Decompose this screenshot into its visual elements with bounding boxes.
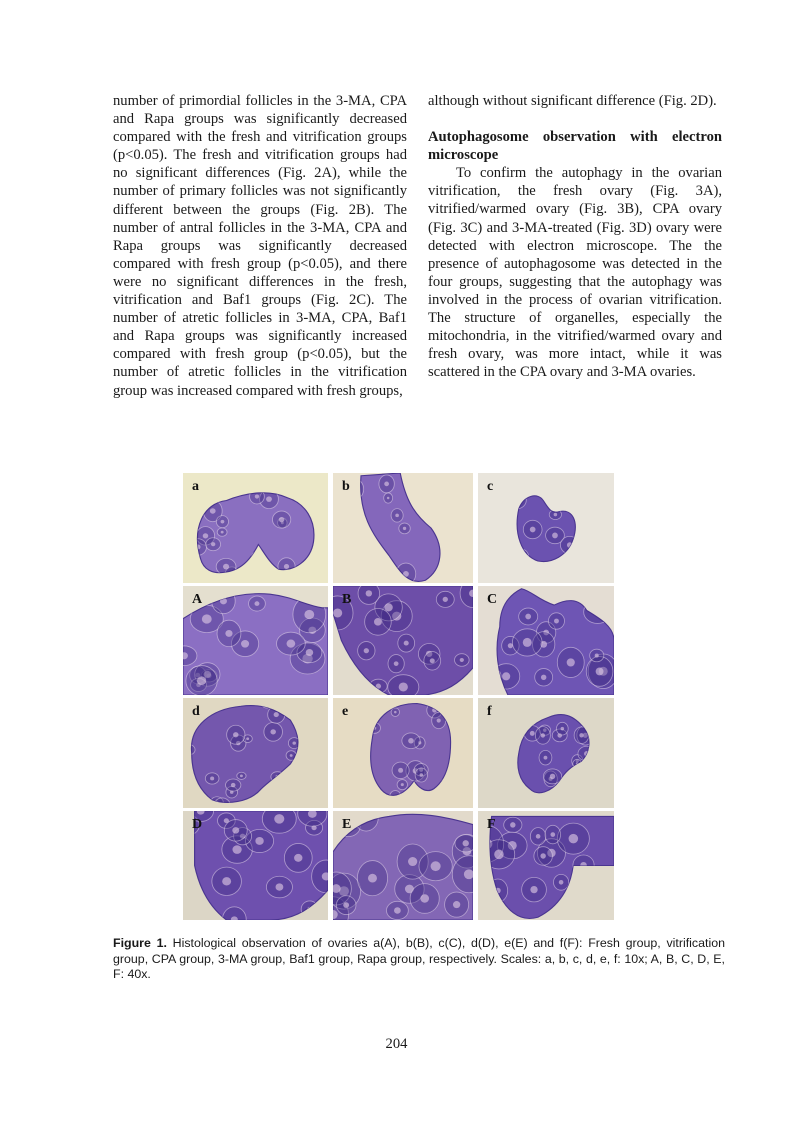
oocyte <box>221 531 224 534</box>
page-number: 204 <box>385 1036 408 1052</box>
oocyte <box>225 630 232 637</box>
oocyte <box>541 675 546 680</box>
oocyte <box>292 741 295 744</box>
oocyte <box>460 658 464 662</box>
oocyte <box>541 733 545 737</box>
oocyte <box>240 774 243 777</box>
oocyte <box>552 533 558 539</box>
oocyte <box>536 834 541 839</box>
oocyte <box>525 614 531 620</box>
micrograph-panel-F <box>478 811 614 920</box>
micrograph-image <box>183 586 328 695</box>
oocyte <box>287 640 296 648</box>
oocyte <box>387 497 390 499</box>
oocyte <box>343 902 349 908</box>
oocyte <box>561 727 565 731</box>
oocyte <box>274 712 279 717</box>
oocyte <box>408 857 417 866</box>
panel-label: C <box>487 592 498 607</box>
panel-label: e <box>342 704 349 719</box>
micrograph-image <box>478 473 614 583</box>
oocyte <box>530 731 535 736</box>
micrograph-image <box>183 473 328 583</box>
oocyte <box>420 894 429 902</box>
oocyte <box>246 737 249 740</box>
oocyte <box>550 832 555 837</box>
oocyte <box>394 907 401 914</box>
panel-label: E <box>342 817 352 832</box>
panel-label: c <box>487 479 494 494</box>
oocyte <box>430 658 435 663</box>
oocyte <box>254 601 259 606</box>
right-text-column <box>428 92 722 381</box>
oocyte <box>232 845 241 854</box>
micrograph-image <box>478 586 614 695</box>
oocyte <box>274 814 284 824</box>
oocyte <box>279 517 285 522</box>
micrograph-panel-C <box>478 586 614 695</box>
oocyte <box>276 883 284 890</box>
panel-label: D <box>192 817 203 832</box>
oocyte <box>384 482 389 487</box>
oocyte <box>221 520 225 524</box>
oocyte <box>463 840 469 846</box>
oocyte <box>494 850 504 860</box>
oocyte <box>304 610 314 619</box>
oocyte <box>398 768 403 773</box>
panel-label: A <box>192 592 203 607</box>
oocyte <box>210 777 214 781</box>
left-text-column <box>113 92 407 400</box>
oocyte <box>222 877 231 885</box>
oocyte <box>306 649 314 656</box>
micrograph-panel-f <box>478 698 614 808</box>
micrograph-image <box>333 811 473 920</box>
figure-caption <box>113 936 725 983</box>
micrograph-image <box>333 586 473 695</box>
micrograph-panel-d <box>183 698 328 808</box>
micrograph-panel-E <box>333 811 473 920</box>
figure-1-micrograph-grid <box>183 473 614 919</box>
oocyte <box>284 564 289 569</box>
panel-label: f <box>487 704 492 719</box>
oocyte <box>232 827 239 834</box>
oocyte <box>255 494 259 498</box>
oocyte <box>266 496 272 502</box>
micrograph-panel-c <box>478 473 614 583</box>
oocyte <box>420 773 424 777</box>
micrograph-image <box>183 811 328 920</box>
oocyte <box>443 597 448 602</box>
oocyte <box>197 676 206 685</box>
panel-label: F <box>487 817 496 832</box>
results-paragraph: number of primordial follicles in the 3-MA, CPA and Rapa groups was significantly decreased compared with the fresh and vitrification groups (p<0.05). The fresh and vitrification groups had no significant differences (Fig. 2A), while the number of primary follicles was not significantly different between the groups (Fig. 2B). The number of antral follicles in the 3-MA, CPA and Rapa groups was significantly decreased compared with fresh group (p<0.05), and there were no significant differences in the fresh, vitrification and Baf1 groups (Fig. 2C). The number of atretic follicles in 3-MA, CPA, Baf1 and Rapa groups was significantly increased compared with fresh group (p<0.05), but the number of atretic follicles in the vitrification group was increased compared with fresh groups, <box>113 93 407 399</box>
oocyte <box>223 564 229 570</box>
panel-label: B <box>342 592 352 607</box>
oocyte <box>395 514 399 518</box>
micrograph-panel-b <box>333 473 473 583</box>
oocyte <box>523 638 532 647</box>
oocyte <box>368 874 377 883</box>
oocyte <box>394 661 399 666</box>
panel-label: d <box>192 704 200 719</box>
micrograph-image <box>333 698 473 808</box>
oocyte <box>530 527 536 533</box>
oocyte <box>437 718 441 722</box>
oocyte <box>203 533 209 538</box>
oocyte <box>579 733 583 737</box>
oocyte <box>231 783 236 787</box>
micrograph-panel-D <box>183 811 328 920</box>
oocyte <box>366 590 372 596</box>
oocyte <box>241 640 249 648</box>
oocyte <box>210 508 216 514</box>
micrograph-image <box>478 698 614 808</box>
autophagosome-paragraph: To confirm the autophagy in the ovarian vitrification, the fresh ovary (Fig. 3A), vitrified/warmed ovary (Fig. 3B), CPA ovary (Fig. 3C) and 3-MA-treated (Fig. 3D) ovary were detected with electron microscope. The the presence of autophagosome was detected in the four groups, suggesting that the autophagy was involved in the process of ovarian vitrification. The structure of organelles, especially the mitochondria, in the vitrified/warmed ovary and fresh ovary, was more intact, while it was scattered in the CPA ovary and 3-MA ovaries. <box>428 165 722 381</box>
oocyte <box>550 774 555 780</box>
oocyte <box>294 854 302 862</box>
micrograph-panel-a <box>183 473 328 583</box>
oocyte <box>569 834 579 844</box>
oocyte <box>540 853 545 858</box>
micrograph-panel-B <box>333 586 473 695</box>
micrograph-panel-A <box>183 586 328 695</box>
oocyte <box>567 658 575 666</box>
oocyte <box>595 653 599 657</box>
oocyte <box>403 527 406 530</box>
oocyte <box>554 619 559 624</box>
micrograph-panel-e <box>333 698 473 808</box>
oocyte <box>453 901 460 908</box>
caption-text: Histological observation of ovaries a(A), b(B), c(C), d(D), e(E) and f(F): Fresh group, vitrification group, CPA group, 3-MA group, Baf1 group, Rapa group, respectively. Scales: a, b, c, d, e, f: 10x; A, B, C, D, E, F: 40x. <box>113 936 726 982</box>
oocyte <box>384 603 392 611</box>
oocyte <box>394 711 397 713</box>
oocyte <box>202 614 212 623</box>
section-heading: Autophagosome observation with electron microscope <box>428 129 722 164</box>
oocyte <box>510 822 515 827</box>
oocyte <box>255 837 263 845</box>
oocyte <box>544 756 548 760</box>
oocyte <box>559 880 564 885</box>
oocyte <box>374 618 382 626</box>
oocyte <box>502 672 510 680</box>
panel-label: b <box>342 479 350 494</box>
caption-lead: Figure 1. <box>113 936 167 950</box>
oocyte <box>554 513 558 517</box>
results-continuation: although without significant difference (Fig. 2D). <box>428 93 717 109</box>
oocyte <box>233 732 239 737</box>
oocyte <box>211 542 215 546</box>
panel-label: a <box>192 479 199 494</box>
oocyte <box>399 682 408 691</box>
micrograph-image <box>478 811 614 920</box>
oocyte <box>290 754 293 757</box>
oocyte <box>333 608 342 617</box>
oocyte <box>401 783 404 786</box>
oocyte <box>530 886 537 893</box>
oocyte <box>431 861 441 871</box>
oocyte <box>596 667 604 675</box>
micrograph-image <box>333 473 473 583</box>
oocyte <box>270 729 276 734</box>
oocyte <box>408 738 414 744</box>
oocyte <box>404 641 409 646</box>
oocyte <box>364 648 369 653</box>
micrograph-image <box>183 698 328 808</box>
